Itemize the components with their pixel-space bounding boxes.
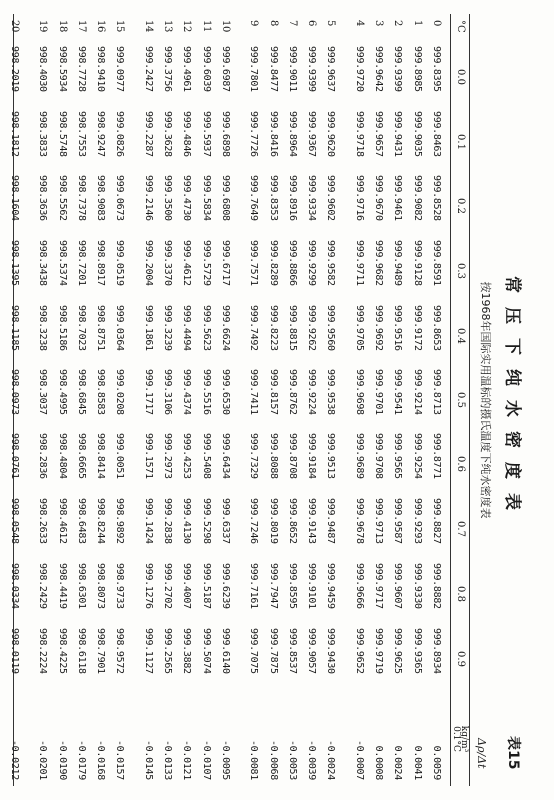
density-cell: 998.0761	[9, 433, 20, 479]
density-cell: 999.1276	[142, 563, 154, 609]
density-cell: 999.8353	[267, 175, 279, 221]
density-cell: 998.4225	[56, 628, 68, 674]
density-cell: 999.8223	[267, 305, 279, 351]
gradient-cell: -0.0121	[181, 739, 193, 780]
density-cell: 999.9459	[325, 563, 337, 609]
gradient-cell: -0.0157	[114, 739, 126, 780]
density-cell: 999.7947	[267, 563, 279, 609]
density-cell: 999.8964	[286, 111, 298, 157]
density-cell: 998.9572	[114, 628, 126, 674]
density-cell: 999.9620	[325, 111, 337, 157]
density-cell: 999.0364	[114, 305, 126, 351]
density-cell: 998.8917	[95, 240, 107, 286]
density-cell: 998.6483	[75, 498, 87, 544]
density-cell: 999.9625	[392, 628, 404, 674]
density-cell: 999.9705	[353, 305, 365, 351]
density-cell: 999.7329	[248, 433, 260, 479]
density-cell: 999.9607	[392, 563, 404, 609]
density-cell: 998.1812	[9, 111, 20, 157]
density-cell: 999.9184	[306, 433, 318, 479]
density-cell: 999.0977	[114, 46, 126, 92]
density-cell: 999.9711	[353, 240, 365, 286]
density-cell: 998.4804	[56, 433, 68, 479]
density-cell: 999.8157	[267, 369, 279, 415]
density-cell: 999.8088	[267, 433, 279, 479]
unit-column-header	[452, 692, 468, 786]
density-cell: 998.7378	[75, 175, 87, 221]
density-cell: 999.8985	[411, 46, 423, 92]
density-cell: 999.8019	[267, 498, 279, 544]
gradient-cell: -0.0039	[306, 739, 318, 780]
density-cell: 999.9330	[411, 563, 423, 609]
density-cell: 999.9082	[411, 175, 423, 221]
temperature-cell: 18	[56, 20, 68, 33]
density-cell: 998.5748	[56, 111, 68, 157]
density-cell: 999.9666	[353, 563, 365, 609]
column-header: 0.9	[455, 651, 466, 667]
page-title: 常压下纯水密度表	[502, 276, 522, 524]
density-cell: 998.0973	[9, 369, 20, 415]
gradient-cell: -0.0053	[286, 739, 298, 780]
density-cell: 999.5298	[200, 498, 212, 544]
density-cell: 998.6118	[75, 628, 87, 674]
temperature-cell: 12	[181, 20, 193, 33]
density-cell: 999.9516	[392, 305, 404, 351]
density-cell: 999.9582	[325, 240, 337, 286]
density-cell: 998.1604	[9, 175, 20, 221]
density-cell: 999.5516	[200, 369, 212, 415]
density-cell: 999.8591	[431, 240, 442, 286]
density-cell: 999.1424	[142, 498, 154, 544]
density-cell: 999.8537	[286, 628, 298, 674]
density-cell: 998.0334	[9, 563, 20, 609]
column-header: 0.4	[455, 328, 466, 344]
density-cell: 998.2836	[37, 433, 49, 479]
density-cell: 999.5187	[200, 563, 212, 609]
temperature-cell: 14	[142, 20, 154, 33]
density-cell: 999.0208	[114, 369, 126, 415]
unit-line-1: kg/m³	[459, 725, 469, 753]
density-cell: 998.0548	[9, 498, 20, 544]
gradient-cell: -0.0190	[56, 739, 68, 780]
density-cell: 999.6434	[220, 433, 231, 479]
density-cell: 999.9565	[392, 433, 404, 479]
density-cell: 999.8595	[286, 563, 298, 609]
density-cell: 999.9399	[392, 46, 404, 92]
density-cell: 998.3438	[37, 240, 49, 286]
table-top-rule	[469, 14, 470, 786]
temperature-cell: 5	[325, 20, 337, 27]
density-cell: 999.4612	[181, 240, 193, 286]
density-cell: 998.9410	[95, 46, 107, 92]
density-cell: 999.2004	[142, 240, 154, 286]
density-cell: 999.7726	[248, 111, 260, 157]
density-cell: 998.3833	[37, 111, 49, 157]
density-cell: 998.8414	[95, 433, 107, 479]
density-cell: 999.3106	[162, 369, 174, 415]
density-cell: 998.9892	[114, 498, 126, 544]
density-cell: 999.3628	[162, 111, 174, 157]
column-header: 0.6	[455, 456, 466, 472]
density-cell: 999.5074	[200, 628, 212, 674]
density-cell: 998.6665	[75, 433, 87, 479]
gradient-cell: -0.0107	[200, 739, 212, 780]
density-cell: 999.2973	[162, 433, 174, 479]
density-cell: 998.9247	[95, 111, 107, 157]
density-cell: 998.1395	[9, 240, 20, 286]
temperature-cell: 13	[162, 20, 174, 33]
column-header: 0.0	[455, 69, 466, 85]
density-cell: 998.5934	[56, 46, 68, 92]
density-cell: 999.5937	[200, 111, 212, 157]
density-cell: 999.9713	[373, 498, 385, 544]
density-cell: 999.8771	[431, 433, 442, 479]
density-cell: 999.9602	[325, 175, 337, 221]
density-cell: 999.2702	[162, 563, 174, 609]
unit-line-2: 0.1°C	[451, 726, 461, 752]
density-cell: 999.9367	[306, 111, 318, 157]
density-cell: 999.9720	[353, 46, 365, 92]
density-cell: 999.4007	[181, 563, 193, 609]
density-cell: 999.9430	[325, 628, 337, 674]
column-header: 0.5	[455, 392, 466, 408]
density-cell: 999.6717	[220, 240, 231, 286]
page-subtitle: 按1968年国际实用温标的摄氏温度下纯水密度表	[479, 281, 492, 519]
density-cell: 999.6808	[220, 175, 231, 221]
density-cell: 999.9692	[373, 305, 385, 351]
density-cell: 999.9513	[325, 433, 337, 479]
density-cell: 998.9733	[114, 563, 126, 609]
density-cell: 999.9143	[306, 498, 318, 544]
density-cell: 999.9541	[392, 369, 404, 415]
density-cell: 999.8395	[431, 46, 442, 92]
density-cell: 999.5729	[200, 240, 212, 286]
density-cell: 999.2146	[142, 175, 154, 221]
density-cell: 999.9678	[353, 498, 365, 544]
density-cell: 999.2287	[142, 111, 154, 157]
density-cell: 999.8653	[431, 305, 442, 351]
density-cell: 999.0519	[114, 240, 126, 286]
density-cell: 999.2838	[162, 498, 174, 544]
density-cell: 999.8528	[431, 175, 442, 221]
gradient-cell: -0.0024	[325, 739, 337, 780]
density-cell: 999.8866	[286, 240, 298, 286]
density-cell: 999.0826	[114, 111, 126, 157]
density-cell: 999.5834	[200, 175, 212, 221]
density-cell: 999.7649	[248, 175, 260, 221]
temperature-cell: 15	[114, 20, 126, 33]
temperature-cell: 20	[9, 20, 20, 33]
density-cell: 999.8882	[431, 563, 442, 609]
temp-column-header: °C	[455, 20, 466, 33]
density-cell: 999.9101	[306, 563, 318, 609]
density-cell: 998.2633	[37, 498, 49, 544]
density-cell: 999.4961	[181, 46, 193, 92]
density-cell: 999.9587	[392, 498, 404, 544]
density-cell: 999.8652	[286, 498, 298, 544]
density-cell: 998.8244	[95, 498, 107, 544]
density-cell: 999.3882	[181, 628, 193, 674]
density-cell: 999.8463	[431, 111, 442, 157]
density-cell: 998.3238	[37, 305, 49, 351]
density-cell: 998.7901	[95, 628, 107, 674]
density-cell: 998.5562	[56, 175, 68, 221]
density-cell: 999.7492	[248, 305, 260, 351]
density-cell: 999.9334	[306, 175, 318, 221]
density-cell: 999.3756	[162, 46, 174, 92]
temperature-cell: 0	[431, 20, 442, 27]
density-cell: 999.8416	[267, 111, 279, 157]
temperature-cell: 8	[267, 20, 279, 27]
density-cell: 999.9214	[411, 369, 423, 415]
density-cell: 999.0051	[114, 433, 126, 479]
density-cell: 999.4130	[181, 498, 193, 544]
density-cell: 999.1127	[142, 628, 154, 674]
temperature-cell: 1	[411, 20, 423, 27]
gradient-cell: 0.0024	[392, 745, 404, 780]
temperature-cell: 10	[220, 20, 231, 33]
density-cell: 999.9224	[306, 369, 318, 415]
gradient-cell: -0.0145	[142, 739, 154, 780]
gradient-cell: 0.0008	[373, 745, 385, 780]
density-cell: 998.7553	[75, 111, 87, 157]
density-cell: 999.9035	[411, 111, 423, 157]
gradient-cell: -0.0095	[220, 739, 231, 780]
density-cell: 999.4374	[181, 369, 193, 415]
density-cell: 998.7728	[75, 46, 87, 92]
gradient-cell: -0.0212	[9, 739, 20, 780]
density-cell: 999.9487	[325, 498, 337, 544]
density-cell: 999.9716	[353, 175, 365, 221]
density-cell: 999.7246	[248, 498, 260, 544]
gradient-cell: -0.0179	[75, 739, 87, 780]
density-cell: 999.9293	[411, 498, 423, 544]
density-cell: 998.0119	[9, 628, 20, 674]
density-cell: 999.4846	[181, 111, 193, 157]
density-cell: 999.6530	[220, 369, 231, 415]
density-cell: 999.9701	[373, 369, 385, 415]
density-cell: 998.7201	[75, 240, 87, 286]
density-cell: 999.3500	[162, 175, 174, 221]
density-cell: 999.1571	[142, 433, 154, 479]
density-cell: 999.9299	[306, 240, 318, 286]
density-cell: 999.6898	[220, 111, 231, 157]
density-cell: 999.9431	[392, 111, 404, 157]
temperature-cell: 7	[286, 20, 298, 27]
density-cell: 999.7801	[248, 46, 260, 92]
density-cell: 999.4253	[181, 433, 193, 479]
density-cell: 999.9489	[392, 240, 404, 286]
density-cell: 998.2019	[9, 46, 20, 92]
gradient-cell: -0.0007	[353, 739, 365, 780]
density-cell: 999.9254	[411, 433, 423, 479]
density-cell: 998.6301	[75, 563, 87, 609]
density-cell: 999.4494	[181, 305, 193, 351]
density-cell: 999.9560	[325, 305, 337, 351]
density-cell: 998.4419	[56, 563, 68, 609]
density-cell: 998.9083	[95, 175, 107, 221]
gradient-cell: -0.0068	[267, 739, 279, 780]
temperature-cell: 9	[248, 20, 260, 27]
gradient-cell: -0.0168	[95, 739, 107, 780]
density-cell: 999.9538	[325, 369, 337, 415]
density-cell: 999.2565	[162, 628, 174, 674]
density-cell: 999.9652	[353, 628, 365, 674]
density-cell: 999.5623	[200, 305, 212, 351]
gradient-cell: -0.0133	[162, 739, 174, 780]
density-cell: 999.6239	[220, 563, 231, 609]
density-cell: 999.8827	[431, 498, 442, 544]
temperature-cell: 11	[200, 20, 212, 33]
density-cell: 999.6337	[220, 498, 231, 544]
temperature-cell: 4	[353, 20, 365, 27]
density-cell: 999.2427	[142, 46, 154, 92]
density-cell: 998.8751	[95, 305, 107, 351]
density-cell: 999.3370	[162, 240, 174, 286]
density-cell: 998.4995	[56, 369, 68, 415]
temperature-cell: 3	[373, 20, 385, 27]
gradient-cell: -0.0081	[248, 739, 260, 780]
density-cell: 999.9698	[353, 369, 365, 415]
density-cell: 999.8477	[267, 46, 279, 92]
density-cell: 998.3037	[37, 369, 49, 415]
density-cell: 999.6039	[200, 46, 212, 92]
temperature-cell: 19	[37, 20, 49, 33]
table-header-rule	[450, 14, 451, 786]
column-header: 0.1	[455, 134, 466, 150]
density-cell: 999.9682	[373, 240, 385, 286]
density-cell: 999.4730	[181, 175, 193, 221]
density-cell: 999.9461	[392, 175, 404, 221]
density-cell: 999.7161	[248, 563, 260, 609]
density-cell: 999.3239	[162, 305, 174, 351]
density-cell: 998.4612	[56, 498, 68, 544]
density-cell: 999.9399	[306, 46, 318, 92]
density-cell: 999.9011	[286, 46, 298, 92]
density-cell: 999.9128	[411, 240, 423, 286]
density-cell: 998.4030	[37, 46, 49, 92]
density-cell: 998.2429	[37, 563, 49, 609]
temperature-cell: 2	[392, 20, 404, 27]
temperature-cell: 6	[306, 20, 318, 27]
density-cell: 999.8916	[286, 175, 298, 221]
density-cell: 999.9718	[353, 111, 365, 157]
density-cell: 999.9262	[306, 305, 318, 351]
density-cell: 999.8713	[431, 369, 442, 415]
density-cell: 998.8583	[95, 369, 107, 415]
density-cell: 999.8708	[286, 433, 298, 479]
density-cell: 999.6140	[220, 628, 231, 674]
density-cell: 999.9057	[306, 628, 318, 674]
density-cell: 998.6845	[75, 369, 87, 415]
density-cell: 999.9637	[325, 46, 337, 92]
density-cell: 999.8934	[431, 628, 442, 674]
density-cell: 999.9717	[373, 563, 385, 609]
column-header: 0.7	[455, 521, 466, 537]
density-cell: 999.9657	[373, 111, 385, 157]
density-cell: 999.8289	[267, 240, 279, 286]
density-cell: 998.3636	[37, 175, 49, 221]
column-header: 0.3	[455, 263, 466, 279]
density-cell: 999.6987	[220, 46, 231, 92]
density-cell: 999.1861	[142, 305, 154, 351]
density-cell: 999.8815	[286, 305, 298, 351]
density-cell: 998.8073	[95, 563, 107, 609]
density-cell: 998.5374	[56, 240, 68, 286]
density-cell: 999.6624	[220, 305, 231, 351]
density-cell: 999.7571	[248, 240, 260, 286]
density-cell: 999.0673	[114, 175, 126, 221]
density-cell: 998.2224	[37, 628, 49, 674]
density-cell: 999.8762	[286, 369, 298, 415]
table-label: 表15	[505, 736, 521, 770]
density-cell: 999.9365	[411, 628, 423, 674]
density-cell: 999.9642	[373, 46, 385, 92]
density-cell: 999.9689	[353, 433, 365, 479]
temperature-cell: 16	[95, 20, 107, 33]
density-cell: 998.7023	[75, 305, 87, 351]
gradient-cell: 0.0041	[411, 745, 423, 780]
density-cell: 999.7075	[248, 628, 260, 674]
density-cell: 999.9172	[411, 305, 423, 351]
column-header: 0.2	[455, 198, 466, 214]
density-cell: 998.1185	[9, 305, 20, 351]
gradient-cell: 0.0059	[431, 745, 442, 780]
delta-header: Δρ/Δt	[475, 738, 488, 769]
density-cell: 999.9719	[373, 628, 385, 674]
density-cell: 999.9670	[373, 175, 385, 221]
density-cell: 999.1717	[142, 369, 154, 415]
gradient-cell: -0.0201	[37, 739, 49, 780]
temperature-cell: 17	[75, 20, 87, 33]
density-cell: 999.5408	[200, 433, 212, 479]
density-cell: 999.9708	[373, 433, 385, 479]
density-cell: 998.5186	[56, 305, 68, 351]
density-cell: 999.7411	[248, 369, 260, 415]
column-header: 0.8	[455, 586, 466, 602]
density-cell: 999.7875	[267, 628, 279, 674]
